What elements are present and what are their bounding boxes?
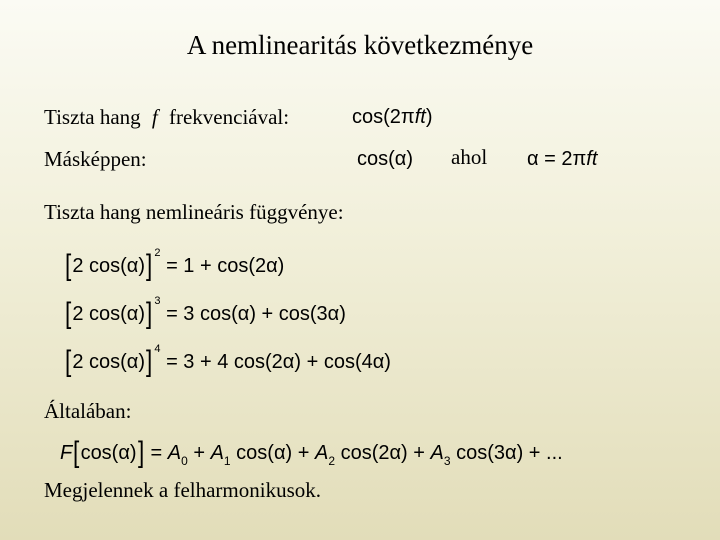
formula-pi: π: [400, 106, 415, 128]
index-2: 2: [328, 454, 336, 468]
right-bracket: ]: [146, 345, 153, 378]
coef-A2: A: [314, 442, 329, 464]
frequency-variable: f: [151, 105, 158, 129]
index-0: 0: [181, 454, 188, 468]
term-2: cos(2α) +: [340, 442, 425, 464]
slide-title: A nemlinearitás következménye: [186, 30, 534, 60]
general-expansion: [60, 438, 563, 468]
otherwise-label: Másképpen:: [44, 147, 147, 171]
cos-alpha-formula: cos(α): [357, 148, 414, 170]
section-heading: Tiszta hang nemlineáris függvénye:: [44, 200, 344, 224]
bracket-inner: 2 cos(α): [72, 351, 146, 373]
coef-A0: A: [167, 442, 182, 464]
bracket-inner: 2 cos(α): [72, 303, 146, 325]
conclusion-text: Megjelennek a felharmonikusok.: [44, 478, 321, 502]
equation-rhs: = 1 + cos(2α): [166, 255, 285, 277]
pure-tone-label-before: Tiszta hang: [44, 105, 141, 129]
index-3: 3: [443, 454, 451, 468]
alpha-def-right: ft: [586, 148, 598, 170]
pure-tone-formula: [352, 106, 433, 129]
alpha-definition: [527, 148, 597, 171]
bracket-inner: cos(α): [80, 442, 137, 464]
ahol-label: ahol: [451, 145, 488, 169]
formula-ft: ft: [414, 106, 426, 128]
right-bracket: ]: [146, 249, 153, 282]
function-F: F: [60, 442, 73, 464]
left-bracket: [: [65, 249, 72, 282]
exponent: 3: [154, 295, 161, 307]
equation-rhs: = 3 + 4 cos(2α) + cos(4α): [166, 351, 391, 373]
exponent: 2: [154, 247, 161, 259]
equation-rhs: = 3 cos(α) + cos(3α): [166, 303, 346, 325]
equation-square: [64, 247, 284, 281]
term-1: cos(α) +: [236, 442, 310, 464]
coef-A1: A: [210, 442, 224, 464]
right-bracket: ]: [137, 436, 144, 469]
formula-close: ): [425, 106, 433, 128]
term-3: cos(3α) + ...: [456, 442, 563, 464]
left-bracket: [: [65, 297, 72, 330]
equation-fourth: [64, 343, 391, 377]
equals-sign: =: [150, 442, 163, 464]
right-bracket: ]: [146, 297, 153, 330]
index-1: 1: [223, 454, 231, 468]
bracket-inner: 2 cos(α): [72, 255, 146, 277]
exponent: 4: [154, 343, 161, 355]
pure-tone-label-after: frekvenciával:: [169, 105, 290, 129]
formula-cos: cos(2: [352, 106, 401, 128]
general-label: Általában:: [44, 399, 132, 423]
pure-tone-label: [44, 105, 289, 130]
equation-cube: [64, 295, 346, 329]
left-bracket: [: [73, 436, 80, 469]
plus-sign: +: [193, 442, 206, 464]
left-bracket: [: [65, 345, 72, 378]
alpha-def-left: α = 2π: [527, 148, 587, 170]
coef-A3: A: [430, 442, 444, 464]
